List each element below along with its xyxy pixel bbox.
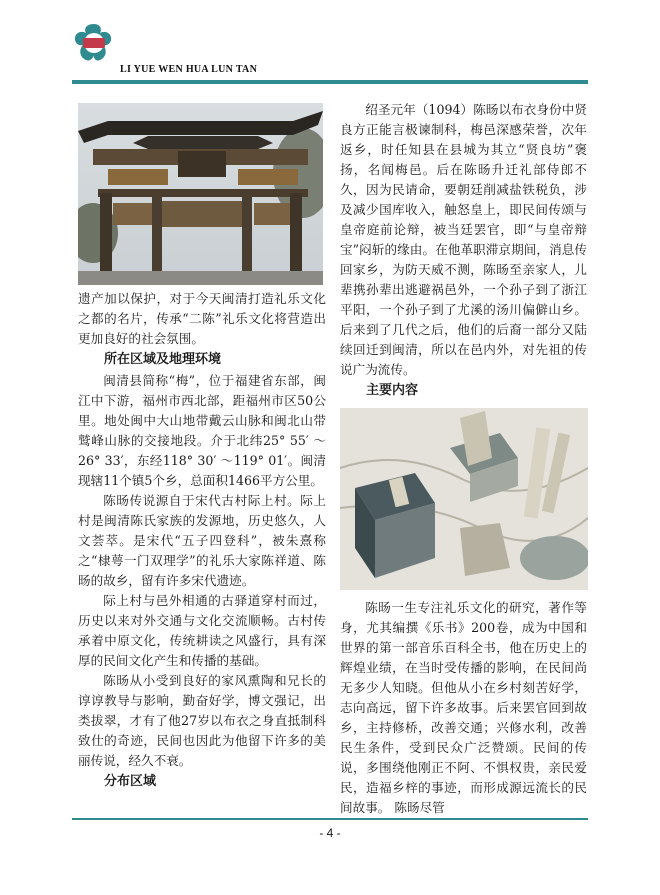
right-column-top <box>340 100 587 402</box>
paragraph-continued: 遗产加以保护，对于今天闽清打造礼乐文化之都的名片，传承“二陈”礼乐文化将营造出更加良好的社会氛围。 <box>78 291 326 346</box>
paragraph-content: 陈旸一生专注礼乐文化的研究，著作等身，尤其编撰《乐书》200卷，成为中国和世界的第一部音乐百科全书，他在历史上的辉煌业绩，在当时受传播的影响，在民间尚无多少人知晓。但他从小在乡村刻苦好学，志向高远，留下许多故事。后来罢官回到故乡，主持修桥，改善交通；兴修水利，改善民生条件，受到民众广泛赞颂。民间的传说，多围绕他刚正不阿、不惧权贵，亲民爱民，造福乡梓的事迹，而形成源远流长的民间故事。 陈旸尽管 <box>340 600 587 815</box>
paragraph-traffic: 际上村与邑外相通的古驿道穿村而过，历史以来对外交通与文化交流顺畅。古村传承着中原文化，传统耕读之风盛行，具有深厚的民间文化产生和传播的基础。 <box>78 593 326 668</box>
paragraph-shaosheng: 绍圣元年（1094）陈旸以布衣身份中贤良方正能言极谏制科，梅邑深感荣誉，次年返乡，时任知县在县城为其立“贤良坊”褒扬，名闻梅邑。后在陈旸升迁礼部侍郎不久，因为民请命，要朝廷削减盐铁税负，涉及减少国库收入，触怒皇上，即民间传颂与皇帝庭前论辩，被当廷罢官，即“与皇帝辩宝”闷斩的缘由。在他革职滞京期间，消息传回家乡，为防天威不测，陈旸至亲家人，儿辈携孙辈出逃避祸邑外，一个孙子到了浙江平阳，一个孙子到了尤溪的汤川偏僻山乡。后来到了几代之后，他们的后裔一部分又陆续回迁到闽清，所以在邑内外，对先祖的传说广为流传。 <box>340 102 587 377</box>
footer-divider <box>72 818 588 820</box>
archway-photo <box>78 103 323 285</box>
magazine-title: LI YUE WEN HUA LUN TAN <box>120 64 258 75</box>
paragraph-childhood: 陈旸从小受到良好的家风熏陶和兄长的谆谆教导与影响，勤奋好学，博文强记，出类拔翠，才有了他27岁以布衣之身直抵制科致仕的奇迹，民间也因此为他留下许多的美丽传说，经久不衰。 <box>78 673 326 768</box>
page-number: - 4 - <box>319 826 341 840</box>
right-column-bottom <box>340 598 587 818</box>
logo-banner <box>83 38 105 48</box>
books-illustration <box>340 408 588 590</box>
paragraph-region: 闽清县简称“梅”，位于福建省东部，闽江中下游，福州市西北部，距福州市区50公里。地处闽中大山地带戴云山脉和闽北山带鹫峰山脉的交接地段。介于北纬25° 55′ ～26° 33′，东经118° 30′ ～119° 01′。闽清现辖11个镇5个乡，总面积1466平方公里。 <box>78 373 326 488</box>
section-heading-distribution: 分布区域 <box>104 774 157 789</box>
header-divider <box>72 80 588 84</box>
section-heading-content: 主要内容 <box>366 383 419 398</box>
left-column <box>78 289 326 793</box>
magazine-logo <box>72 22 116 66</box>
section-heading-region: 所在区域及地理环境 <box>104 352 222 367</box>
paragraph-origin: 陈旸传说源自于宋代古村际上村。际上村是闽清陈氏家族的发源地，历史悠久，人文荟萃。是宋代“五子四登科”，被朱熹称之“棣萼一门双理学”的礼乐大家陈祥道、陈旸的故乡，留有许多宋代遗迹。 <box>78 493 326 588</box>
